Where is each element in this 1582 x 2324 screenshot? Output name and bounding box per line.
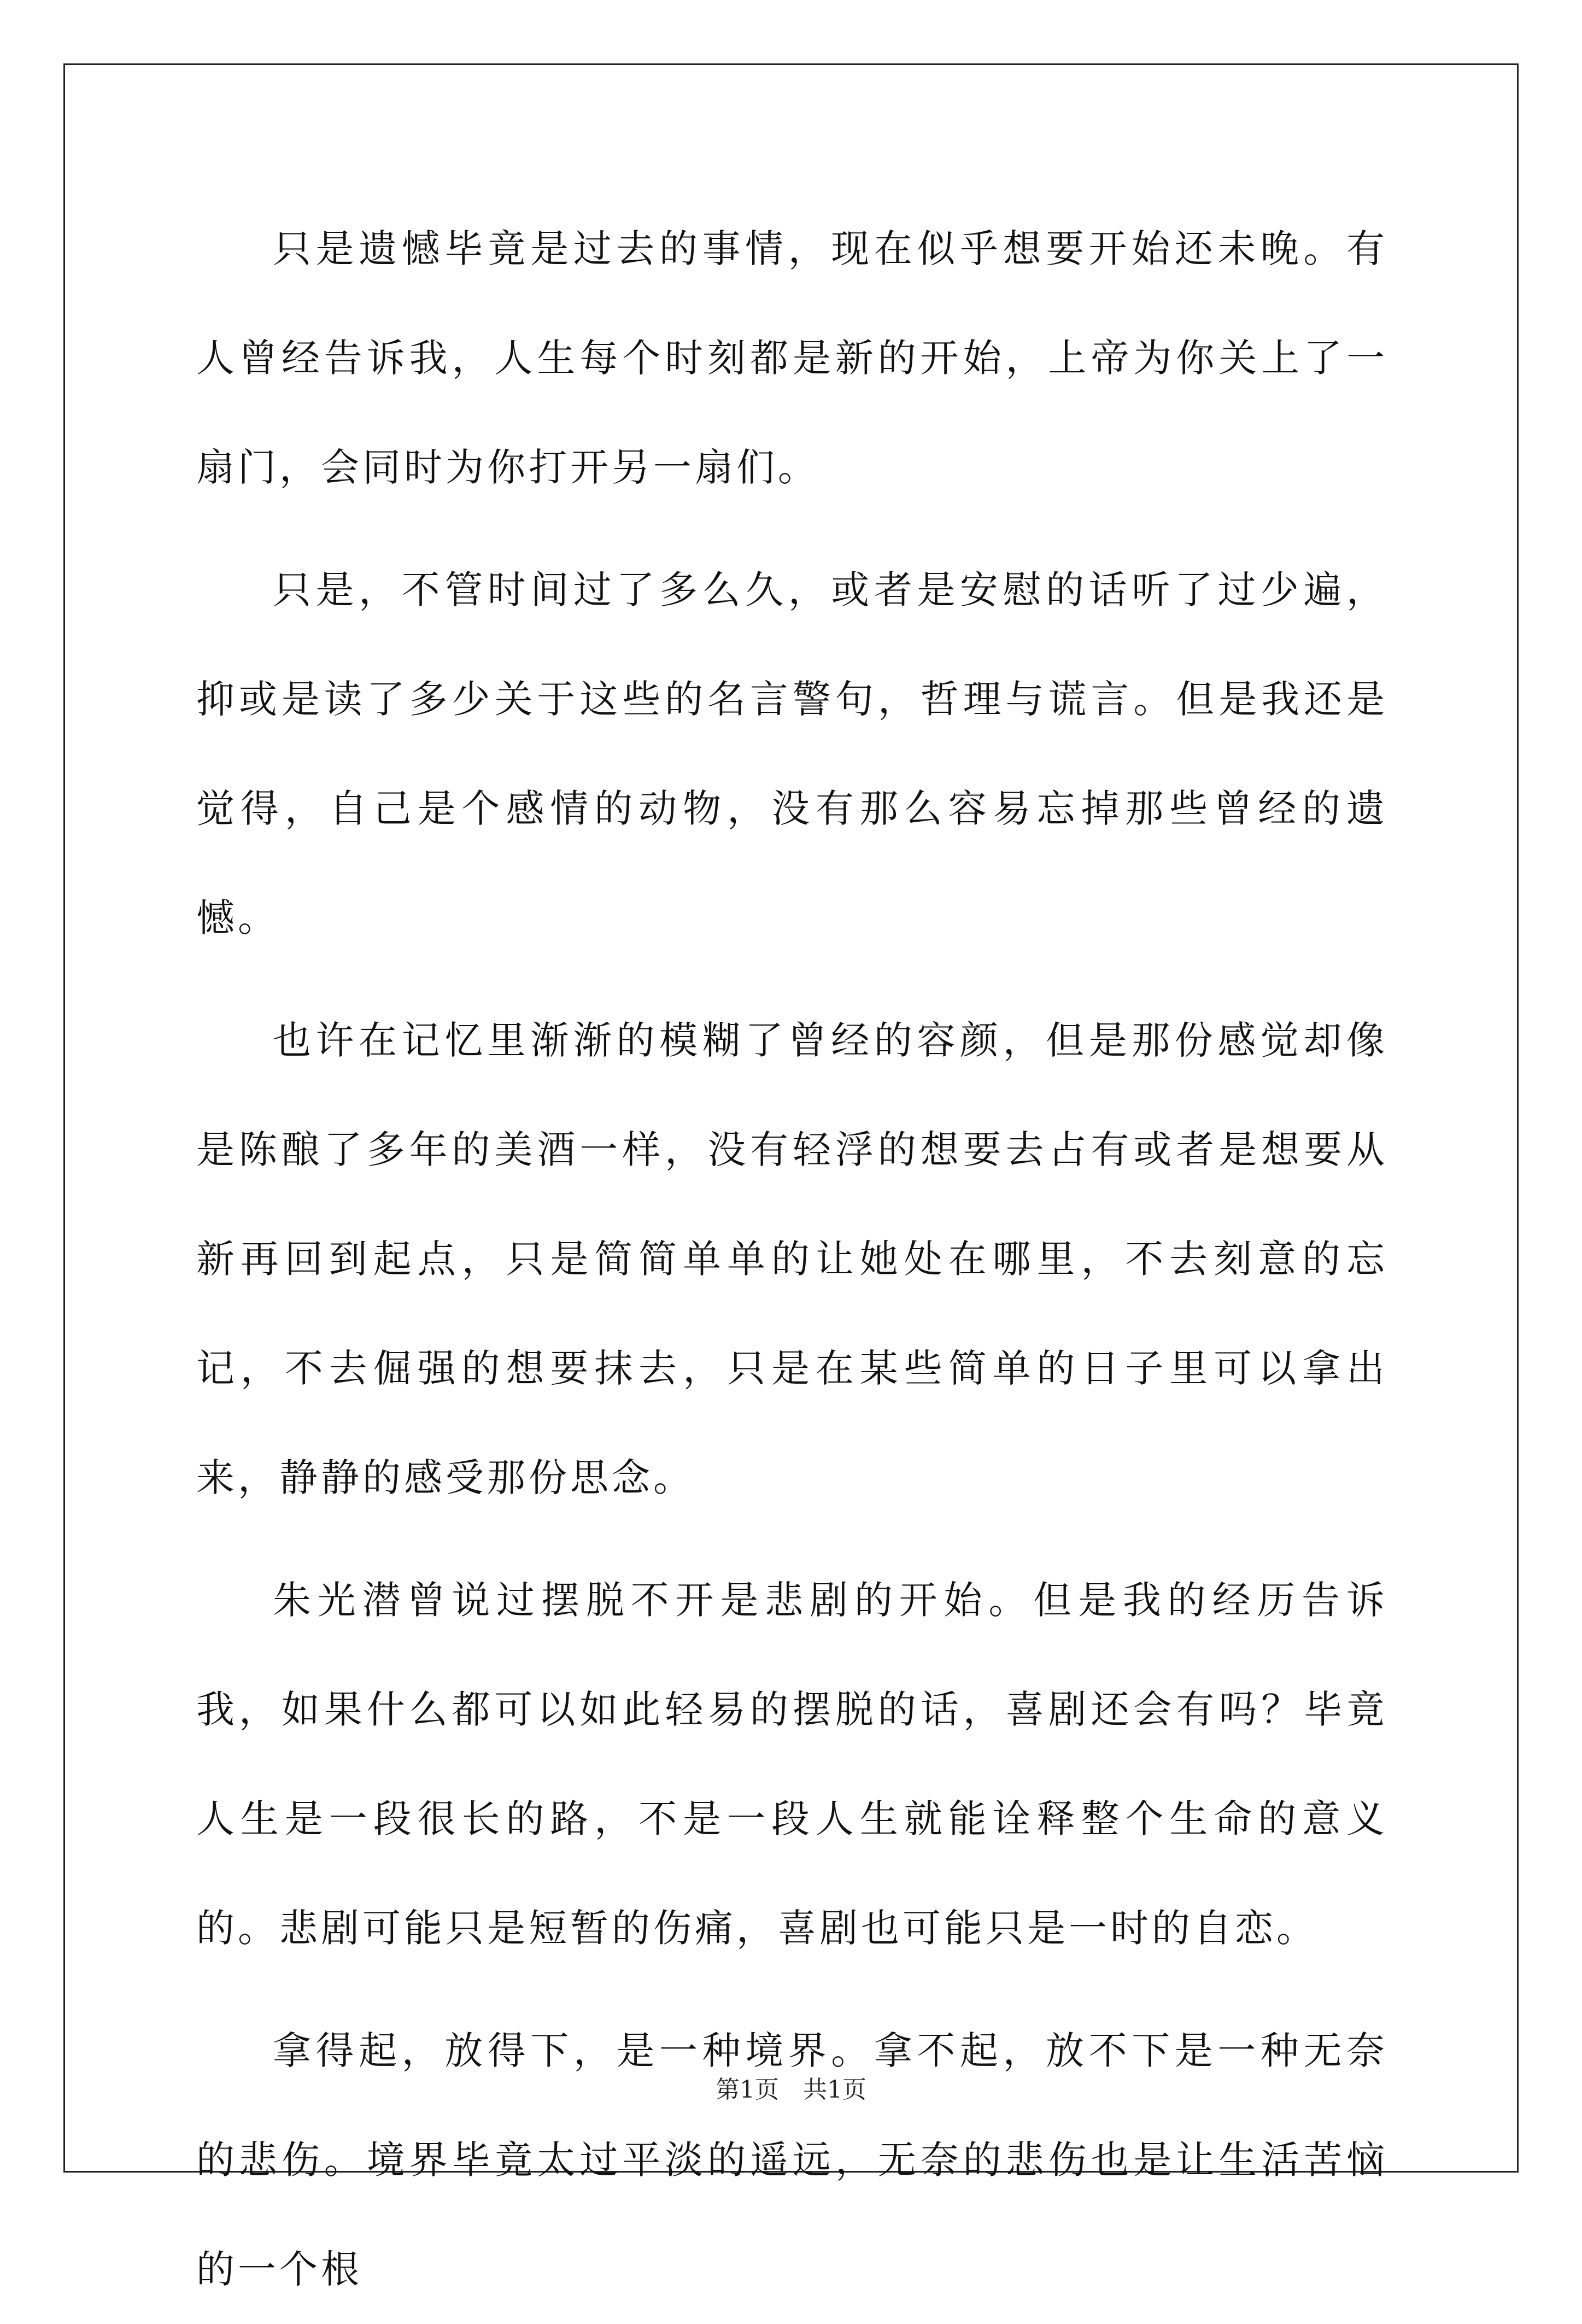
paragraph-3: 也许在记忆里渐渐的模糊了曾经的容颜，但是那份感觉却像是陈酿了多年的美酒一样，没有轻浮的想要去占有或者是想要从新再回到起点，只是简简单单的让她处在哪里，不去刻意的忘记，不去倔强的想要抹去，只是在某些简单的日子里可以拿出来，静静的感受那份思念。 bbox=[196, 1018, 1388, 1500]
paragraph-5: 拿得起，放得下，是一种境界。拿不起，放不下是一种无奈的悲伤。境界毕竟太过平淡的遥远，无奈的悲伤也是让生活苦恼的一个根 bbox=[196, 2028, 1388, 2292]
paragraph-1: 只是遗憾毕竟是过去的事情，现在似乎想要开始还未晚。有人曾经告诉我，人生每个时刻都是新的开始，上帝为你关上了一扇门，会同时为你打开另一扇们。 bbox=[196, 226, 1388, 490]
page-footer: 第1页 共1页 bbox=[716, 2076, 866, 2104]
document-body bbox=[196, 194, 1388, 2324]
paragraph-4: 朱光潜曾说过摆脱不开是悲剧的开始。但是我的经历告诉我，如果什么都可以如此轻易的摆脱的话，喜剧还会有吗？毕竟人生是一段很长的路，不是一段人生就能诠释整个生命的意义的。悲剧可能只是短暂的伤痛，喜剧也可能只是一时的自恋。 bbox=[196, 1578, 1388, 1951]
paragraph-2: 只是，不管时间过了多么久，或者是安慰的话听了过少遍，抑或是读了多少关于这些的名言警句，哲理与谎言。但是我还是觉得，自己是个感情的动物，没有那么容易忘掉那些曾经的遗憾。 bbox=[196, 567, 1388, 940]
